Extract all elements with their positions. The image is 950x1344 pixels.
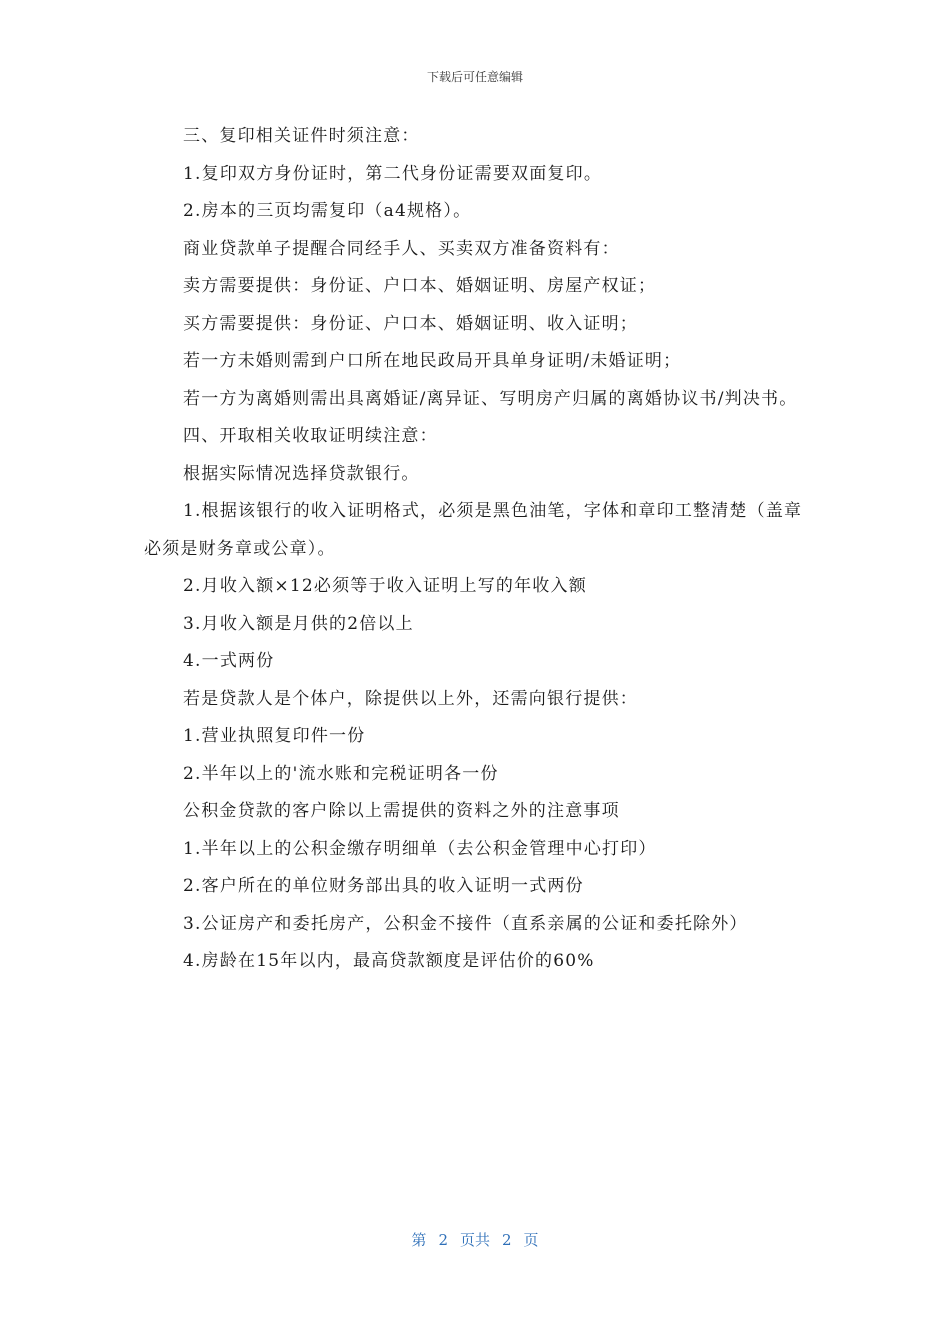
- paragraph: 根据实际情况选择贷款银行。: [183, 463, 420, 484]
- paragraph: 若一方未婚则需到户口所在地民政局开具单身证明/未婚证明；: [183, 351, 682, 371]
- paragraph: 公积金贷款的客户除以上需提供的资料之外的注意事项: [183, 801, 620, 821]
- paragraph: 若一方为离婚则需出具离婚证/离异证、写明房产归属的离婚协议书/判决书。: [183, 388, 798, 409]
- paragraph: 商业贷款单子提醒合同经手人、买卖双方准备资料有：: [183, 238, 620, 259]
- paragraph: 卖方需要提供：身份证、户口本、婚姻证明、房屋产权证；: [183, 276, 657, 296]
- paragraph: 4.房龄在15年以内，最高贷款额度是评估价的60%: [183, 951, 595, 971]
- paragraph: 1.营业执照复印件一份: [183, 726, 366, 746]
- paragraph: 2.客户所在的单位财务部出具的收入证明一式两份: [183, 876, 584, 896]
- paragraph: 2.房本的三页均需复印（a4规格）。: [183, 201, 472, 221]
- paragraph: 3.公证房产和委托房产，公积金不接件（直系亲属的公证和委托除外）: [183, 913, 748, 934]
- footer-prefix: 第: [411, 1231, 427, 1249]
- document-body: [144, 118, 804, 981]
- paragraph: 买方需要提供：身份证、户口本、婚姻证明、收入证明；: [183, 313, 638, 334]
- paragraph: 三、复印相关证件时须注意：: [183, 126, 420, 146]
- page-number: 2: [438, 1231, 448, 1249]
- paragraph: 4.一式两份: [183, 651, 275, 671]
- footer-suffix: 页: [523, 1231, 539, 1249]
- paragraph: 2.月收入额×12必须等于收入证明上写的年收入额: [183, 576, 587, 596]
- paragraph: 2.半年以上的'流水账和完税证明各一份: [183, 763, 499, 784]
- paragraph: 1.根据该银行的收入证明格式，必须是黑色油笔，字体和章印工整清楚（盖章必须是财务章或公章）。: [144, 501, 803, 559]
- page-total: 2: [502, 1231, 512, 1249]
- footer-middle: 页共: [459, 1231, 490, 1249]
- page-header: 下载后可任意编辑: [426, 70, 523, 84]
- paragraph: 若是贷款人是个体户，除提供以上外，还需向银行提供：: [183, 688, 638, 709]
- paragraph: 四、开取相关收取证明续注意：: [183, 426, 438, 446]
- page-footer: [0, 1229, 950, 1250]
- paragraph: 1.半年以上的公积金缴存明细单（去公积金管理中心打印）: [183, 838, 657, 859]
- paragraph: 1.复印双方身份证时，第二代身份证需要双面复印。: [183, 163, 603, 184]
- paragraph: 3.月收入额是月供的2倍以上: [183, 613, 414, 634]
